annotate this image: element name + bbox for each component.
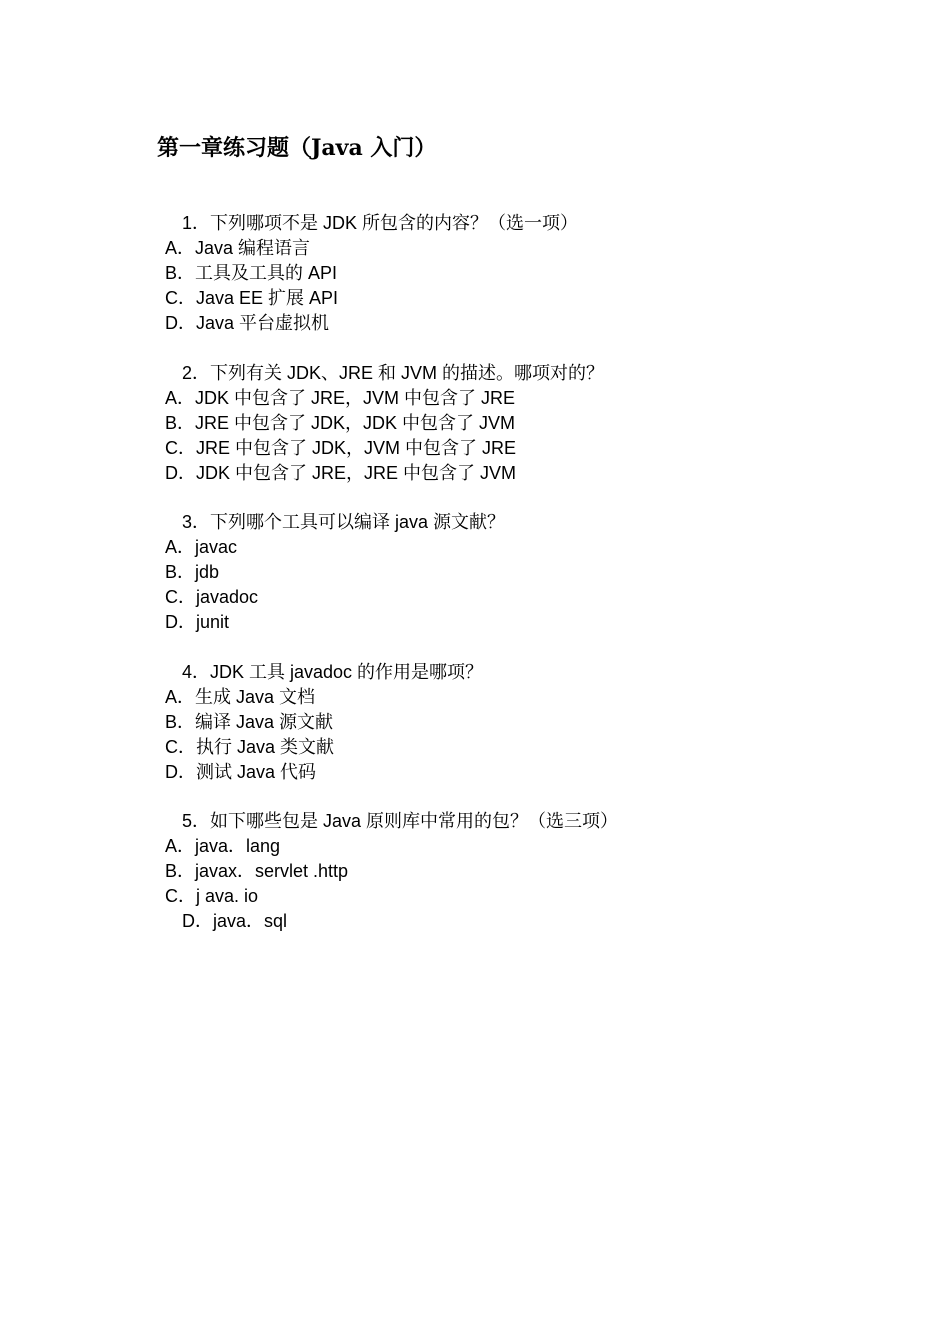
option-a: A．Java 编程语言 [165, 238, 311, 258]
option-c: C．Java EE 扩展 API [165, 288, 339, 308]
option-c: C．j ava. io [165, 886, 259, 906]
option-d: D．junit [165, 612, 230, 632]
question-stem: 5．如下哪些包是 Java 原则库中常用的包？（选三项） [182, 811, 619, 831]
page-title: 第一章练习题（Java 入门） [157, 135, 437, 161]
question-stem: 1．下列哪项不是 JDK 所包含的内容？（选一项） [182, 213, 579, 233]
option-b: B．jdb [165, 562, 220, 582]
option-a: A．生成 Java 文档 [165, 687, 316, 707]
option-c: C．执行 Java 类文献 [165, 737, 335, 757]
option-b: B．编译 Java 源文献 [165, 712, 334, 732]
option-a: A．javac [165, 537, 238, 557]
option-b: B．工具及工具的 API [165, 263, 338, 283]
option-d: D．java．sql [182, 911, 288, 931]
option-d: D．测试 Java 代码 [165, 762, 317, 782]
option-d: D．JDK 中包含了 JRE，JRE 中包含了 JVM [165, 463, 517, 483]
option-d: D．Java 平台虚拟机 [165, 313, 330, 333]
option-c: C．javadoc [165, 587, 259, 607]
option-b: B．JRE 中包含了 JDK，JDK 中包含了 JVM [165, 413, 516, 433]
option-b: B．javax．servlet .http [165, 861, 349, 881]
question-stem: 3．下列哪个工具可以编译 java 源文献？ [182, 512, 506, 532]
option-a: A．java．lang [165, 836, 281, 856]
option-a: A．JDK 中包含了 JRE，JVM 中包含了 JRE [165, 388, 516, 408]
option-c: C．JRE 中包含了 JDK，JVM 中包含了 JRE [165, 438, 517, 458]
question-stem: 4．JDK 工具 javadoc 的作用是哪项？ [182, 662, 484, 682]
question-stem: 2．下列有关 JDK、JRE 和 JVM 的描述。哪项对的？ [182, 363, 605, 383]
